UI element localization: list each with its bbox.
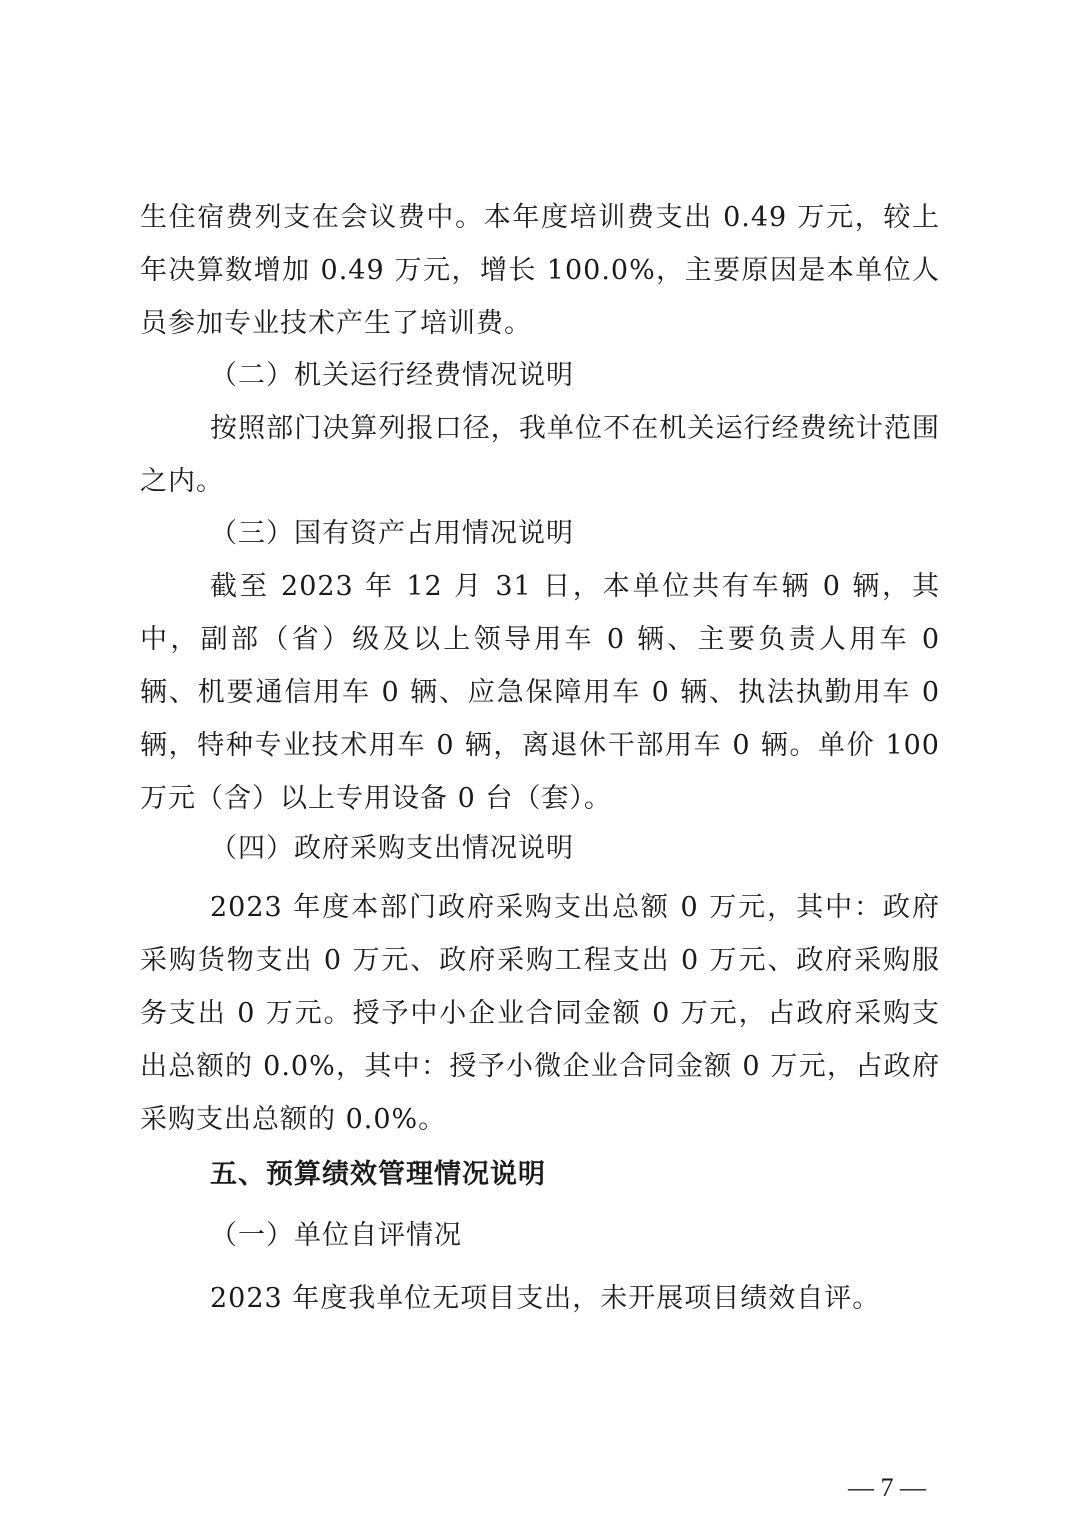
paragraph-training-fee: 生住宿费列支在会议费中。本年度培训费支出 0.49 万元，较上年决算数增加 0.49 万元，增长 100.0%，主要原因是本单位人员参加专业技术产生了培训费。 [140, 202, 940, 339]
paragraph-procurement: 2023 年度本部门政府采购支出总额 0 万元，其中：政府采购货物支出 0 万元、政府采购工程支出 0 万元、政府采购服务支出 0 万元。授予中小企业合同金额 0 万元，占政府采购支出总额的 0.0%，其中：授予小微企业合同金额 0 万元，占政府采购支出总额的 0.0%。 [140, 892, 940, 1135]
paragraph-operating-funds: 按照部门决算列报口径，我单位不在机关运行经费统计范围之内。 [140, 413, 940, 497]
heading-procurement: （四）政府采购支出情况说明 [210, 833, 574, 864]
heading-state-assets: （三）国有资产占用情况说明 [210, 518, 574, 549]
heading-performance-management: 五、预算绩效管理情况说明 [210, 1159, 546, 1190]
paragraph-state-assets: 截至 2023 年 12 月 31 日，本单位共有车辆 0 辆，其中，副部（省）级及以上领导用车 0 辆、主要负责人用车 0 辆、机要通信用车 0 辆、应急保障用车 0 辆、执法执勤用车 0 辆，特种专业技术用车 0 辆，离退休干部用车 0 辆。单价 100 万元（含）以上专用设备 0 台（套）。 [140, 571, 940, 814]
heading-self-evaluation: （一）单位自评情况 [210, 1220, 462, 1251]
heading-operating-funds: （二）机关运行经费情况说明 [210, 360, 574, 391]
paragraph-self-evaluation: 2023 年度我单位无项目支出，未开展项目绩效自评。 [210, 1283, 881, 1314]
page-number: — 7 — [848, 1473, 926, 1502]
